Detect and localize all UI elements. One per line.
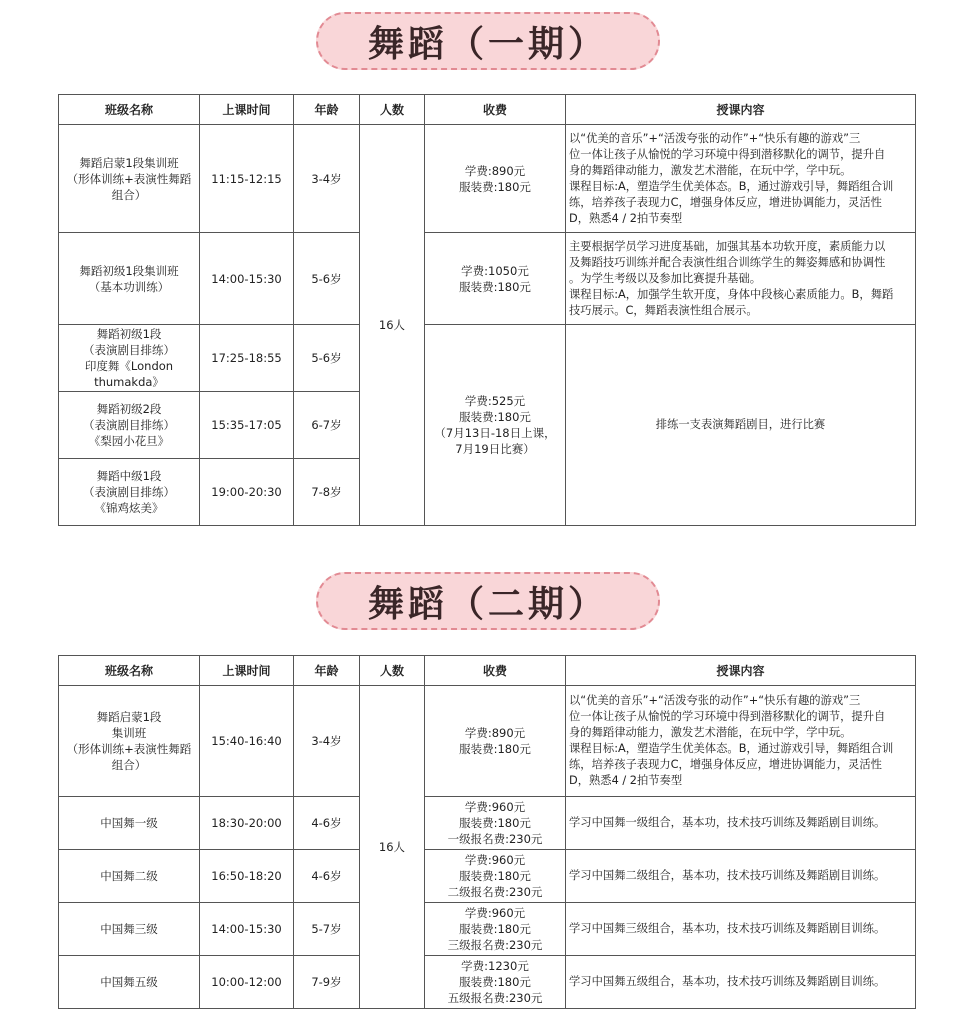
header-time: 上课时间 [200, 656, 294, 686]
class-name-cell: 舞蹈启蒙1段 集训班 （形体训练+表演性舞蹈 组合） [59, 686, 200, 797]
section2-title-banner [316, 572, 660, 630]
content-cell: 学习中国舞三级组合，基本功，技术技巧训练及舞蹈剧目训练。 [566, 903, 916, 956]
age-cell: 4-6岁 [294, 850, 360, 903]
class-name-cell: 中国舞五级 [59, 956, 200, 1009]
age-cell: 6-7岁 [294, 392, 360, 459]
class-name-cell: 舞蹈启蒙1段集训班 （形体训练+表演性舞蹈 组合） [59, 125, 200, 233]
header-class-name: 班级名称 [59, 95, 200, 125]
time-cell: 15:35-17:05 [200, 392, 294, 459]
fee-cell: 学费:960元 服装费:180元 二级报名费:230元 [425, 850, 566, 903]
header-age: 年龄 [294, 656, 360, 686]
age-cell: 5-6岁 [294, 325, 360, 392]
content-cell: 以“优美的音乐”+“活泼夸张的动作”+“快乐有趣的游戏”三 位一体让孩子从愉悦的学习环境中得到潜移默化的调节，提升自 身的舞蹈律动能力，激发艺术潜能，在玩中学，学中玩。 课程目标:A，塑造学生优美体态。B，通过游戏引导，舞蹈组合训 练，培养孩子表现力C，增强身体反应，增进协调能力，灵活性 D，熟悉4 / 2拍节奏型 [566, 125, 916, 233]
class-name-cell: 舞蹈初级1段 （表演剧目排练） 印度舞《London thumakda》 [59, 325, 200, 392]
age-cell: 5-7岁 [294, 903, 360, 956]
header-fee: 收费 [425, 656, 566, 686]
fee-cell-shared: 学费:525元 服装费:180元 （7月13日-18日上课， 7月19日比赛） [425, 325, 566, 526]
header-content: 授课内容 [566, 95, 916, 125]
table-row [59, 686, 916, 797]
age-cell: 3-4岁 [294, 125, 360, 233]
age-cell: 5-6岁 [294, 233, 360, 325]
time-cell: 11:15-12:15 [200, 125, 294, 233]
header-count: 人数 [360, 95, 425, 125]
content-cell: 学习中国舞二级组合，基本功，技术技巧训练及舞蹈剧目训练。 [566, 850, 916, 903]
fee-cell: 学费:1230元 服装费:180元 五级报名费:230元 [425, 956, 566, 1009]
count-cell: 16人 [360, 125, 425, 526]
table-header-row [59, 656, 916, 686]
table-row [59, 233, 916, 325]
header-fee: 收费 [425, 95, 566, 125]
time-cell: 14:00-15:30 [200, 903, 294, 956]
table-row [59, 125, 916, 233]
section1-title: 舞蹈（一期） [367, 23, 608, 65]
content-cell-shared: 排练一支表演舞蹈剧目，进行比赛 [566, 325, 916, 526]
content-cell: 学习中国舞五级组合，基本功，技术技巧训练及舞蹈剧目训练。 [566, 956, 916, 1009]
header-count: 人数 [360, 656, 425, 686]
age-cell: 7-9岁 [294, 956, 360, 1009]
table-row [59, 956, 916, 1009]
class-name-cell: 舞蹈初级1段集训班 （基本功训练） [59, 233, 200, 325]
header-age: 年龄 [294, 95, 360, 125]
header-content: 授课内容 [566, 656, 916, 686]
count-cell: 16人 [360, 686, 425, 1009]
section2-title: 舞蹈（二期） [367, 583, 608, 625]
section1-schedule-table [58, 94, 916, 526]
table-header-row [59, 95, 916, 125]
age-cell: 3-4岁 [294, 686, 360, 797]
time-cell: 16:50-18:20 [200, 850, 294, 903]
class-name-cell: 中国舞三级 [59, 903, 200, 956]
content-cell: 主要根据学员学习进度基础，加强其基本功软开度，素质能力以 及舞蹈技巧训练并配合表演性组合训练学生的舞姿舞感和协调性 。为学生考级以及参加比赛提升基础。 课程目标:A，加强学生软开度，身体中段核心素质能力。B，舞蹈 技巧展示。C，舞蹈表演性组合展示。 [566, 233, 916, 325]
fee-cell: 学费:890元 服装费:180元 [425, 125, 566, 233]
time-cell: 18:30-20:00 [200, 797, 294, 850]
header-time: 上课时间 [200, 95, 294, 125]
class-name-cell: 中国舞一级 [59, 797, 200, 850]
fee-cell: 学费:960元 服装费:180元 三级报名费:230元 [425, 903, 566, 956]
table-row [59, 797, 916, 850]
time-cell: 10:00-12:00 [200, 956, 294, 1009]
fee-cell: 学费:960元 服装费:180元 一级报名费:230元 [425, 797, 566, 850]
class-name-cell: 中国舞二级 [59, 850, 200, 903]
time-cell: 19:00-20:30 [200, 459, 294, 526]
table-row [59, 850, 916, 903]
age-cell: 4-6岁 [294, 797, 360, 850]
age-cell: 7-8岁 [294, 459, 360, 526]
content-cell: 学习中国舞一级组合，基本功，技术技巧训练及舞蹈剧目训练。 [566, 797, 916, 850]
table-row [59, 325, 916, 392]
class-name-cell: 舞蹈中级1段 （表演剧目排练） 《锦鸡炫美》 [59, 459, 200, 526]
fee-cell: 学费:890元 服装费:180元 [425, 686, 566, 797]
time-cell: 15:40-16:40 [200, 686, 294, 797]
section2-schedule-table [58, 655, 916, 1009]
content-cell: 以“优美的音乐”+“活泼夸张的动作”+“快乐有趣的游戏”三 位一体让孩子从愉悦的学习环境中得到潜移默化的调节，提升自 身的舞蹈律动能力，激发艺术潜能，在玩中学，学中玩。 课程目标:A，塑造学生优美体态。B，通过游戏引导，舞蹈组合训 练，培养孩子表现力C，增强身体反应，增进协调能力，灵活性 D，熟悉4 / 2拍节奏型 [566, 686, 916, 797]
table-row [59, 903, 916, 956]
fee-cell: 学费:1050元 服装费:180元 [425, 233, 566, 325]
header-class-name: 班级名称 [59, 656, 200, 686]
section1-title-banner [316, 12, 660, 70]
time-cell: 17:25-18:55 [200, 325, 294, 392]
time-cell: 14:00-15:30 [200, 233, 294, 325]
class-name-cell: 舞蹈初级2段 （表演剧目排练） 《梨园小花旦》 [59, 392, 200, 459]
